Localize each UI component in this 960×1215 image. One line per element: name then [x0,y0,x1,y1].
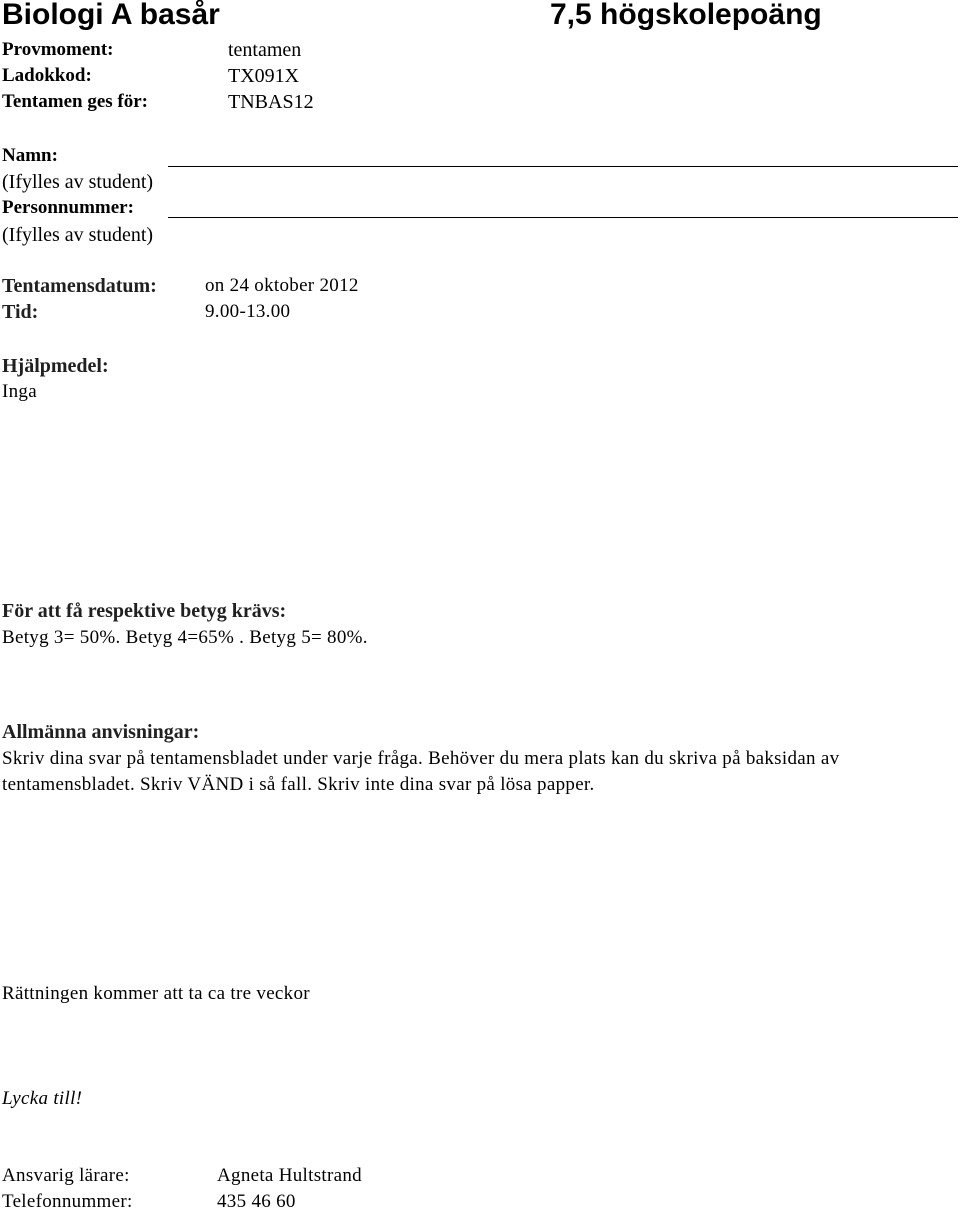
teacher-value: Agneta Hultstrand [217,1165,362,1186]
grading-text: Betyg 3= 50%. Betyg 4=65% . Betyg 5= 80%. [2,627,368,648]
pnr-write-line[interactable] [168,217,958,218]
closing-greeting: Lycka till! [2,1088,83,1109]
course-title: Biologi A basår [2,0,220,31]
pnr-note: (Ifylles av student) [2,224,154,246]
instructions-line-1: Skriv dina svar på tentamensbladet under varje fråga. Behöver du mera plats kan du skriva på baksidan av [2,748,840,769]
ladokkod-value: TX091X [228,65,300,87]
pnr-label: Personnummer: [2,197,134,218]
name-label: Namn: [2,145,58,166]
phone-value: 435 46 60 [217,1191,296,1212]
time-label: Tid: [2,301,39,323]
time-value: 9.00-13.00 [205,301,291,322]
phone-label: Telefonnummer: [2,1191,133,1212]
teacher-label: Ansvarig lärare: [2,1165,130,1186]
aids-value: Inga [2,381,37,402]
instructions-heading: Allmänna anvisningar: [2,721,200,743]
ges-for-value: TNBAS12 [228,91,314,113]
instructions-line-2: tentamensbladet. Skriv VÄND i så fall. Skriv inte dina svar på lösa papper. [2,774,595,795]
grading-heading: För att få respektive betyg krävs: [2,600,287,622]
date-value: on 24 oktober 2012 [205,275,359,296]
ges-for-label: Tentamen ges för: [2,91,148,112]
credits: 7,5 högskolepoäng [550,0,822,31]
provmoment-label: Provmoment: [2,39,114,60]
ladokkod-label: Ladokkod: [2,65,92,86]
name-note: (Ifylles av student) [2,171,154,193]
date-label: Tentamensdatum: [2,275,157,297]
name-write-line[interactable] [168,166,958,167]
provmoment-value: tentamen [228,39,302,61]
correction-note: Rättningen kommer att ta ca tre veckor [2,983,310,1004]
aids-label: Hjälpmedel: [2,355,109,377]
